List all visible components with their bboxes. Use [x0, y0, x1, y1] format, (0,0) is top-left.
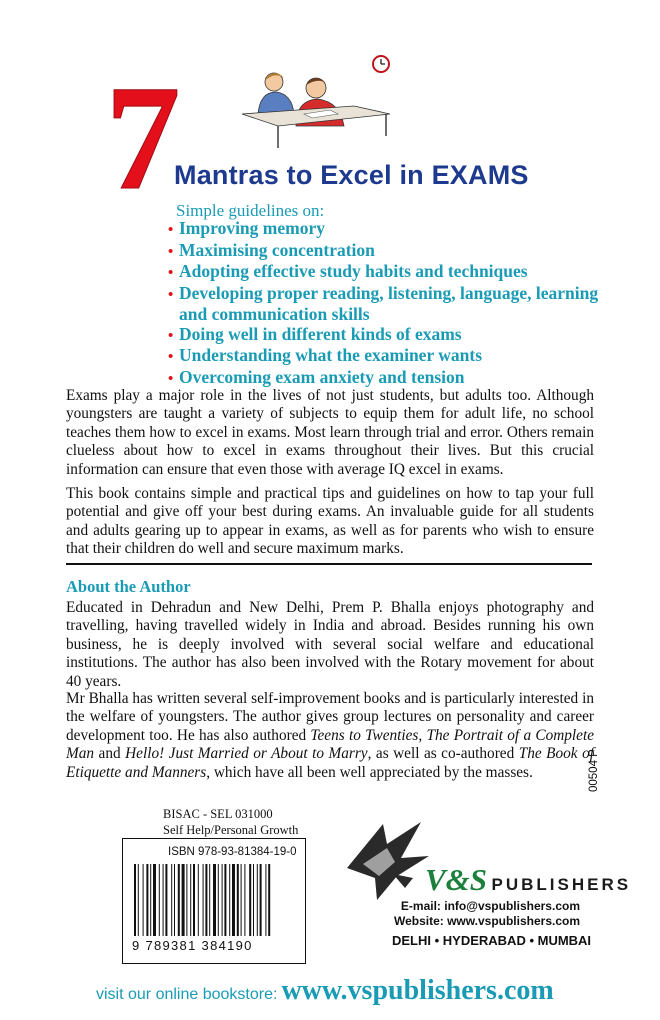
book-title-ref: The Book of Etiquette and Manners [66, 745, 594, 781]
guideline-item: • Adopting effective study habits and techniques [166, 262, 606, 284]
footer-url[interactable]: www.vspublishers.com [281, 975, 554, 1006]
guideline-item: • Maximising concentration [166, 241, 606, 263]
category-label: Self Help/Personal Growth [163, 823, 299, 837]
guideline-item: • Overcoming exam anxiety and tension [166, 368, 606, 390]
guideline-item: • Doing well in different kinds of exams [166, 325, 606, 347]
clock-icon [373, 56, 389, 72]
guideline-item: • Developing proper reading, listening, language, learning and communication skills [168, 282, 599, 324]
bullet-icon: • [168, 370, 174, 387]
book-title-ref: Hello! Just Married or About to Marry [125, 745, 368, 763]
publisher-logo-text [425, 862, 631, 898]
description-paragraph-2: This book contains simple and practical tips and guidelines on how to tap your full potential and give off your best during exams. An invaluable guide for all students and adults gearing up to appear in exams, as well as for parents who wish to ensure that their children do well and secure maximum marks. [66, 485, 594, 558]
guideline-item: • Improving memory [166, 219, 606, 241]
guideline-item: • Understanding what the examiner wants [166, 346, 606, 368]
publisher-cities: DELHI • HYDERABAD • MUMBAI [392, 933, 592, 948]
isbn-text: ISBN 978-93-81384-19-0 [168, 846, 297, 858]
bullet-icon: • [168, 286, 174, 303]
book-title: Mantras to Excel in EXAMS [174, 160, 529, 190]
bullet-icon: • [168, 222, 174, 238]
guidelines-intro: Simple guidelines on: [176, 201, 325, 220]
about-paragraph-1: Educated in Dehradun and New Delhi, Prem P. Bhalla enjoys photography and travelling, having travelled widely in India and abroad. Besides running his own business, he is deeply involved with several social welfare and educational institutions. The author has also been involved with the Rotary movement for about 40 years. [66, 599, 594, 690]
book-title-ref: Teens to Twenties, The Portrait of a Complete Man [66, 726, 594, 763]
students-illustration [234, 52, 394, 150]
footer-bookstore [96, 975, 554, 1007]
barcode-digits: 9 789381 384190 [132, 938, 253, 953]
publisher-word: PUBLISHERS [491, 875, 632, 894]
bisac-info [163, 806, 298, 838]
number-seven-graphic [105, 55, 181, 221]
barcode-bars [132, 864, 294, 936]
bullet-icon: • [168, 265, 174, 281]
bullet-icon: • [168, 349, 174, 365]
description-paragraph-1: Exams play a major role in the lives of not just students, but adults too. Although youngsters are taught a variety of subjects to equip them for adult life, no school teaches them how to excel in exams. Most learn through trial and error. Others remain clueless about how to excel in exams throughout their lives. But this crucial information can ensure that even those with average IQ excel in exams. [66, 387, 594, 478]
publisher-initials: V&S [425, 862, 488, 897]
bullet-icon: • [168, 327, 174, 344]
section-divider [66, 563, 592, 565]
bullet-icon: • [168, 243, 174, 260]
about-paragraph-2: Mr Bhalla has written several self-improvement books and is particularly interested in the welfare of youngsters. The author gives group lectures on personality and career development too. He has also authored Teens to Twenties, The Portrait of a Complete Man and Hello! Just Married or About to Marry, as well as co-authored The Book of Etiquette and Manners, which have all been well appreciated by the masses. [66, 690, 594, 781]
side-product-code: 00504 P [588, 749, 600, 792]
about-author-heading: About the Author [66, 577, 191, 596]
svg-text:7: 7 [105, 55, 181, 221]
guidelines-list [166, 219, 606, 389]
publisher-website: Website: www.vspublishers.com [393, 914, 580, 928]
bisac-code: BISAC - SEL 031000 [163, 807, 273, 821]
publisher-email: E-mail: info@vspublishers.com [400, 899, 580, 913]
footer-lead-text: visit our online bookstore: [96, 986, 278, 1003]
